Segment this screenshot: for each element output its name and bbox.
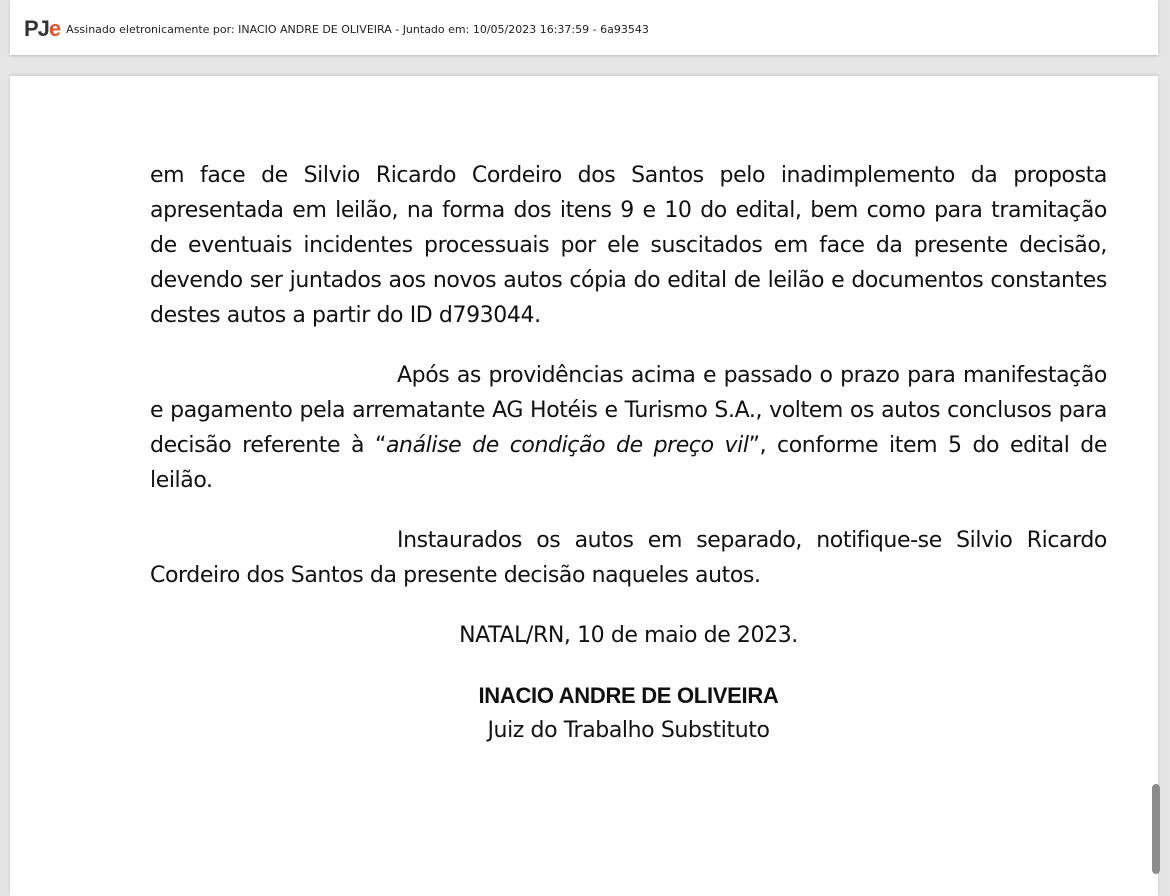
electronic-signature-text: Assinado eletronicamente por: INACIO ANDRE DE OLIVEIRA - Juntado em: 10/05/2023 16:37:59 - 6a93543 xyxy=(66,22,649,36)
paragraph-after-measures: Após as providências acima e passado o prazo para manifestação e pagamento pela arrematante AG Hotéis e Turismo S.A., voltem os autos conclusos para decisão referente à “análise de condição de preço vil”, conforme item 5 do edital de leilão. xyxy=(150,363,1107,493)
judge-title: Juiz do Trabalho Substituto xyxy=(487,718,770,743)
signature-footer xyxy=(24,18,649,40)
previous-page-footer xyxy=(10,0,1158,55)
italic-phrase: análise de condição de preço vil xyxy=(385,433,749,458)
pje-logo: PJe xyxy=(24,16,61,41)
vertical-scrollbar[interactable] xyxy=(1152,784,1160,874)
paragraph-continuation: em face de Silvio Ricardo Cordeiro dos Santos pelo inadimplemento da proposta apresentada em leilão, na forma dos itens 9 e 10 do edital, bem como para tramitação de eventuais incidentes processuais por ele suscitados em face da presente decisão, devendo ser juntados aos novos autos cópia do edital de leilão e documentos constantes destes autos a partir do ID d793044. xyxy=(150,163,1107,328)
place-date: NATAL/RN, 10 de maio de 2023. xyxy=(459,623,798,648)
judge-name: INACIO ANDRE DE OLIVEIRA xyxy=(478,683,779,708)
paragraph-notification: Instaurados os autos em separado, notifique-se Silvio Ricardo Cordeiro dos Santos da presente decisão naqueles autos. xyxy=(150,528,1107,588)
document-body xyxy=(150,158,1107,748)
document-page xyxy=(10,76,1158,896)
